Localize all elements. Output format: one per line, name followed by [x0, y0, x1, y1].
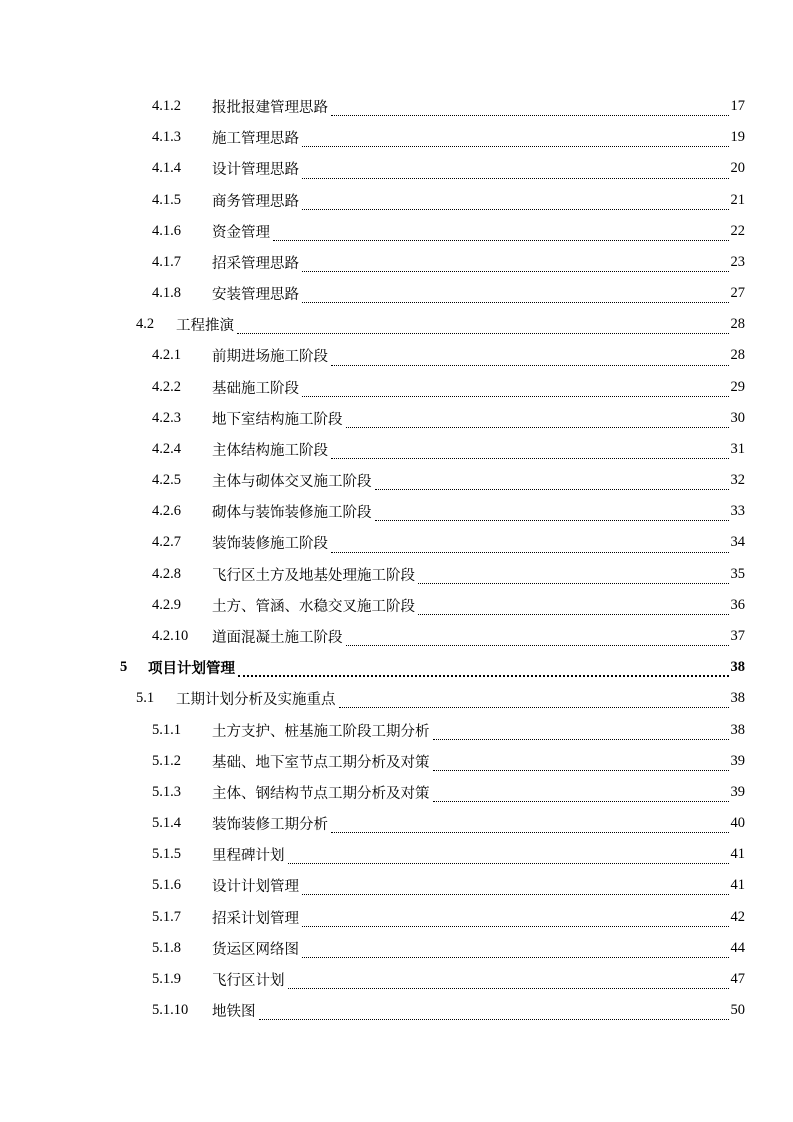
dot-leader — [433, 761, 729, 771]
toc-entry-title: 施工管理思路 — [212, 131, 299, 148]
toc-entry[interactable] — [0, 216, 793, 247]
toc-entry-number: 5.1.6 — [152, 877, 181, 894]
toc-entry-title: 砌体与装饰装修施工阶段 — [212, 505, 372, 522]
toc-entry-number: 4.2.6 — [152, 503, 181, 520]
toc-entry-number: 4.2.7 — [152, 534, 181, 551]
dot-leader — [237, 324, 729, 334]
toc-entry-title: 主体与砌体交叉施工阶段 — [212, 474, 372, 491]
toc-entry[interactable] — [0, 527, 793, 558]
toc-entry-number: 4.2 — [136, 316, 155, 333]
toc-entry-number: 4.2.9 — [152, 596, 181, 613]
dot-leader — [418, 574, 729, 584]
toc-entry-page-number: 28 — [730, 316, 745, 333]
toc-entry-number: 5 — [120, 659, 128, 676]
toc-entry[interactable] — [0, 153, 793, 184]
toc-entry[interactable] — [0, 340, 793, 371]
dot-leader — [331, 106, 729, 116]
toc-entry-number: 5.1.1 — [152, 721, 181, 738]
dot-leader — [302, 917, 729, 927]
toc-entry-title: 招采管理思路 — [212, 255, 299, 272]
toc-entry[interactable] — [0, 995, 793, 1026]
toc-entry-number: 5.1.4 — [152, 815, 181, 832]
toc-entry-page-number: 17 — [730, 98, 745, 115]
toc-entry-page-number: 36 — [730, 596, 745, 613]
toc-entry[interactable] — [0, 434, 793, 465]
dot-leader — [238, 666, 729, 677]
toc-entry-number: 5.1.7 — [152, 908, 181, 925]
toc-entry-page-number: 32 — [730, 472, 745, 489]
dot-leader — [433, 792, 729, 802]
toc-entry-number: 5.1.2 — [152, 752, 181, 769]
toc-entry-page-number: 40 — [730, 815, 745, 832]
toc-entry-title: 基础、地下室节点工期分析及对策 — [212, 754, 430, 771]
toc-entry-number: 4.1.3 — [152, 129, 181, 146]
toc-entry[interactable] — [0, 278, 793, 309]
toc-entry-number: 4.2.2 — [152, 378, 181, 395]
toc-entry-page-number: 38 — [730, 659, 745, 676]
toc-entry-page-number: 37 — [730, 628, 745, 644]
toc-entry[interactable] — [0, 185, 793, 216]
toc-entry-title: 土方支护、桩基施工阶段工期分析 — [212, 723, 430, 740]
dot-leader — [259, 1010, 729, 1020]
dot-leader — [302, 293, 729, 303]
dot-leader — [346, 418, 729, 428]
toc-entry-number: 5.1.9 — [152, 970, 181, 987]
table-of-contents — [0, 91, 793, 1026]
toc-entry-page-number: 38 — [730, 690, 745, 707]
toc-entry-page-number: 34 — [730, 534, 745, 551]
dot-leader — [339, 698, 729, 708]
dot-leader — [433, 730, 729, 740]
dot-leader — [273, 231, 729, 241]
toc-entry-number: 4.1.7 — [152, 253, 181, 270]
toc-entry-title: 设计计划管理 — [212, 879, 299, 896]
toc-entry[interactable] — [0, 746, 793, 777]
toc-entry-title: 道面混凝土施工阶段 — [212, 630, 343, 646]
toc-entry-page-number: 19 — [730, 129, 745, 146]
toc-entry-page-number: 29 — [730, 378, 745, 395]
dot-leader — [288, 979, 729, 989]
toc-entry-page-number: 21 — [730, 191, 745, 208]
toc-entry-title: 地下室结构施工阶段 — [212, 411, 343, 428]
toc-entry-number: 4.1.4 — [152, 160, 181, 177]
dot-leader — [302, 137, 729, 147]
toc-entry-page-number: 31 — [730, 440, 745, 457]
dot-leader — [302, 169, 729, 179]
toc-entry-title: 招采计划管理 — [212, 910, 299, 927]
toc-entry-number: 4.1.2 — [152, 98, 181, 115]
toc-entry-page-number: 28 — [730, 347, 745, 364]
dot-leader — [375, 480, 729, 490]
toc-entry[interactable] — [0, 403, 793, 434]
toc-entry-title: 里程碑计划 — [212, 848, 285, 865]
toc-entry[interactable] — [0, 714, 793, 745]
toc-entry[interactable] — [0, 122, 793, 153]
toc-entry-title: 工程推演 — [176, 318, 234, 335]
dot-leader — [331, 543, 729, 553]
toc-entry-title: 土方、管涵、水稳交叉施工阶段 — [212, 598, 415, 615]
toc-entry[interactable] — [0, 839, 793, 870]
dot-leader — [346, 636, 729, 646]
toc-entry-number: 5.1 — [136, 690, 155, 707]
toc-entry[interactable] — [0, 496, 793, 527]
toc-entry[interactable] — [0, 901, 793, 932]
toc-entry-number: 4.2.1 — [152, 347, 181, 364]
dot-leader — [302, 948, 729, 958]
toc-entry-title: 地铁图 — [212, 1004, 256, 1021]
dot-leader — [418, 605, 729, 615]
toc-entry-title: 装饰装修工期分析 — [212, 817, 328, 834]
dot-leader — [302, 885, 729, 895]
toc-entry-number: 5.1.10 — [152, 1002, 189, 1019]
toc-entry-title: 前期进场施工阶段 — [212, 349, 328, 366]
toc-entry-title: 飞行区土方及地基处理施工阶段 — [212, 567, 415, 584]
toc-entry-number: 4.2.10 — [152, 628, 189, 644]
toc-entry-page-number: 42 — [730, 908, 745, 925]
toc-entry-page-number: 35 — [730, 565, 745, 582]
toc-entry[interactable] — [0, 91, 793, 122]
toc-entry-title: 货运区网络图 — [212, 941, 299, 958]
toc-entry[interactable] — [0, 933, 793, 964]
toc-entry-title: 主体、钢结构节点工期分析及对策 — [212, 785, 430, 802]
toc-entry-title: 安装管理思路 — [212, 287, 299, 304]
toc-entry-title: 商务管理思路 — [212, 193, 299, 210]
toc-entry[interactable] — [0, 621, 793, 652]
toc-entry[interactable] — [0, 372, 793, 403]
toc-entry-number: 4.2.8 — [152, 565, 181, 582]
toc-entry-page-number: 38 — [730, 721, 745, 738]
toc-entry[interactable] — [0, 777, 793, 808]
toc-entry-title: 设计管理思路 — [212, 162, 299, 179]
toc-entry-page-number: 22 — [730, 222, 745, 239]
toc-entry-page-number: 41 — [730, 877, 745, 894]
toc-entry-page-number: 33 — [730, 503, 745, 520]
toc-entry-title: 装饰装修施工阶段 — [212, 536, 328, 553]
toc-entry[interactable] — [0, 870, 793, 901]
toc-entry-title: 资金管理 — [212, 224, 270, 241]
dot-leader — [288, 854, 729, 864]
toc-entry-number: 5.1.5 — [152, 846, 181, 863]
toc-entry-title: 工期计划分析及实施重点 — [176, 692, 336, 709]
toc-entry-number: 4.1.6 — [152, 222, 181, 239]
toc-entry-page-number: 44 — [730, 939, 745, 956]
toc-entry-page-number: 23 — [730, 253, 745, 270]
toc-entry-number: 4.1.5 — [152, 191, 181, 208]
dot-leader — [302, 387, 729, 397]
toc-entry-title: 项目计划管理 — [148, 661, 235, 678]
toc-entry[interactable] — [0, 652, 793, 683]
toc-entry-page-number: 47 — [730, 970, 745, 987]
toc-entry-number: 4.2.4 — [152, 440, 181, 457]
dot-leader — [302, 262, 729, 272]
toc-entry[interactable] — [0, 559, 793, 590]
dot-leader — [331, 449, 729, 459]
toc-entry-page-number: 39 — [730, 752, 745, 769]
toc-entry-page-number: 30 — [730, 409, 745, 426]
toc-entry[interactable] — [0, 683, 793, 714]
toc-entry[interactable] — [0, 964, 793, 995]
toc-entry[interactable] — [0, 808, 793, 839]
toc-entry-number: 5.1.8 — [152, 939, 181, 956]
toc-entry-number: 5.1.3 — [152, 783, 181, 800]
dot-leader — [331, 823, 729, 833]
toc-entry[interactable] — [0, 465, 793, 496]
toc-entry-number: 4.1.8 — [152, 285, 181, 302]
toc-entry-page-number: 20 — [730, 160, 745, 177]
toc-entry-number: 4.2.3 — [152, 409, 181, 426]
toc-entry-title: 主体结构施工阶段 — [212, 442, 328, 459]
toc-entry-number: 4.2.5 — [152, 472, 181, 489]
toc-entry-title: 基础施工阶段 — [212, 380, 299, 397]
toc-entry-title: 飞行区计划 — [212, 972, 285, 989]
toc-entry[interactable] — [0, 309, 793, 340]
toc-entry-page-number: 50 — [730, 1002, 745, 1019]
toc-entry-page-number: 39 — [730, 783, 745, 800]
dot-leader — [331, 356, 729, 366]
toc-entry[interactable] — [0, 590, 793, 621]
toc-entry-page-number: 27 — [730, 285, 745, 302]
toc-entry-page-number: 41 — [730, 846, 745, 863]
toc-entry[interactable] — [0, 247, 793, 278]
dot-leader — [375, 511, 729, 521]
toc-entry-title: 报批报建管理思路 — [212, 100, 328, 117]
dot-leader — [302, 200, 729, 210]
